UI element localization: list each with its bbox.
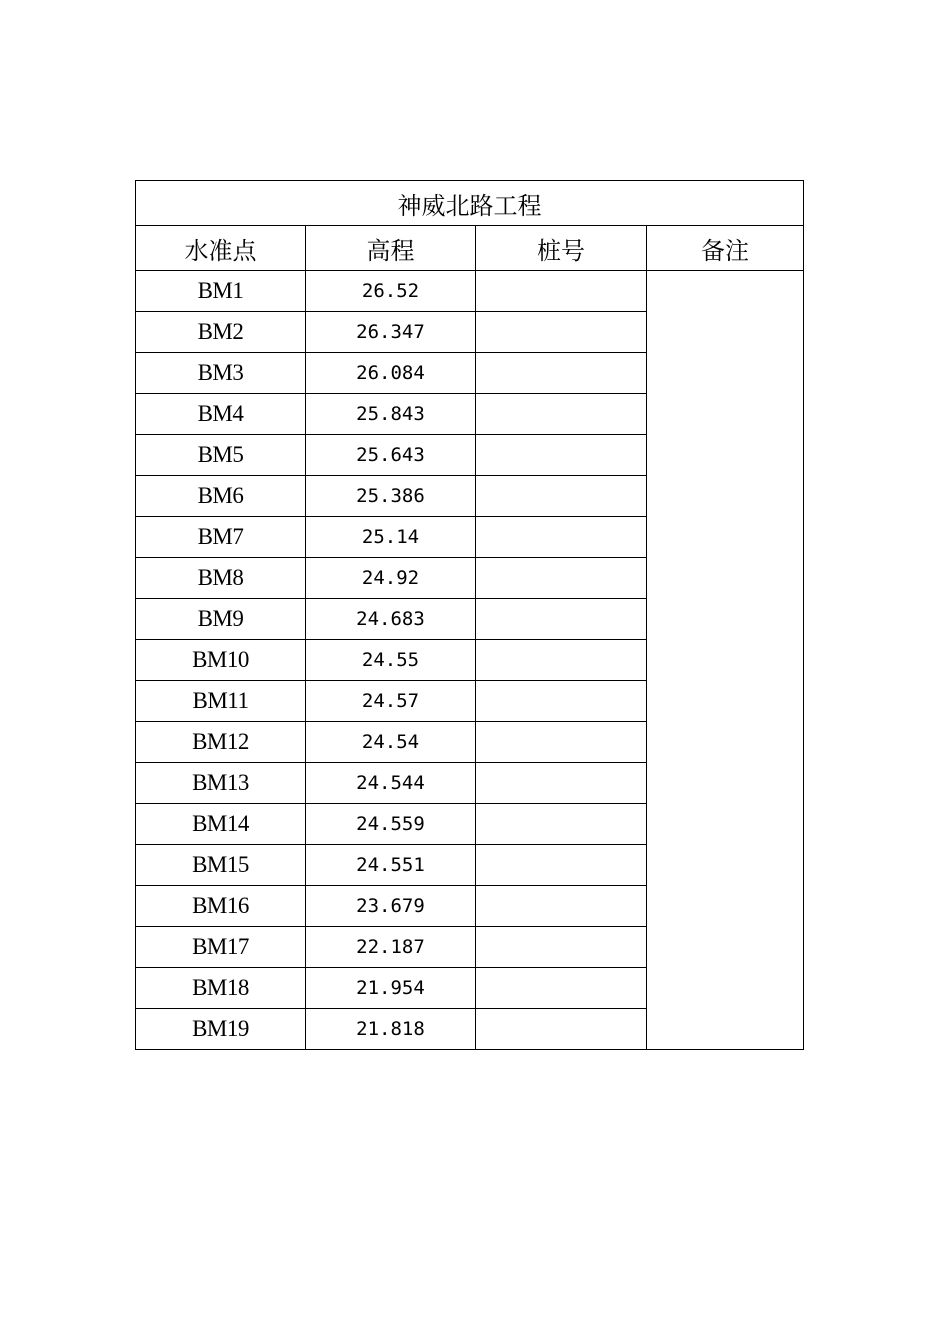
stake-cell xyxy=(476,558,647,599)
header-remarks: 备注 xyxy=(647,226,804,271)
benchmark-cell: BM1 xyxy=(136,271,306,312)
elevation-cell: 25.843 xyxy=(306,394,476,435)
stake-cell xyxy=(476,1009,647,1050)
benchmark-cell: BM19 xyxy=(136,1009,306,1050)
elevation-cell: 24.57 xyxy=(306,681,476,722)
elevation-cell: 26.084 xyxy=(306,353,476,394)
stake-cell xyxy=(476,312,647,353)
stake-cell xyxy=(476,640,647,681)
elevation-cell: 26.347 xyxy=(306,312,476,353)
elevation-cell: 26.52 xyxy=(306,271,476,312)
table-body xyxy=(136,181,804,1050)
stake-cell xyxy=(476,804,647,845)
stake-cell xyxy=(476,927,647,968)
benchmark-cell: BM6 xyxy=(136,476,306,517)
stake-cell xyxy=(476,435,647,476)
benchmark-cell: BM12 xyxy=(136,722,306,763)
stake-cell xyxy=(476,353,647,394)
benchmark-cell: BM10 xyxy=(136,640,306,681)
elevation-cell: 21.818 xyxy=(306,1009,476,1050)
elevation-cell: 21.954 xyxy=(306,968,476,1009)
stake-cell xyxy=(476,845,647,886)
benchmark-cell: BM18 xyxy=(136,968,306,1009)
elevation-cell: 24.544 xyxy=(306,763,476,804)
benchmark-cell: BM5 xyxy=(136,435,306,476)
elevation-cell: 25.386 xyxy=(306,476,476,517)
stake-cell xyxy=(476,394,647,435)
stake-cell xyxy=(476,886,647,927)
header-benchmark: 水准点 xyxy=(136,226,306,271)
remarks-cell xyxy=(647,271,804,1050)
benchmark-cell: BM7 xyxy=(136,517,306,558)
stake-cell xyxy=(476,599,647,640)
benchmark-cell: BM9 xyxy=(136,599,306,640)
benchmark-cell: BM14 xyxy=(136,804,306,845)
benchmark-cell: BM17 xyxy=(136,927,306,968)
elevation-cell: 24.55 xyxy=(306,640,476,681)
header-stake: 桩号 xyxy=(476,226,647,271)
benchmark-cell: BM11 xyxy=(136,681,306,722)
elevation-cell: 22.187 xyxy=(306,927,476,968)
benchmark-cell: BM8 xyxy=(136,558,306,599)
elevation-cell: 25.643 xyxy=(306,435,476,476)
elevation-cell: 24.92 xyxy=(306,558,476,599)
elevation-cell: 24.683 xyxy=(306,599,476,640)
table-row xyxy=(136,271,804,312)
benchmark-cell: BM16 xyxy=(136,886,306,927)
stake-cell xyxy=(476,476,647,517)
stake-cell xyxy=(476,722,647,763)
benchmark-cell: BM4 xyxy=(136,394,306,435)
stake-cell xyxy=(476,968,647,1009)
header-elevation: 高程 xyxy=(306,226,476,271)
benchmark-cell: BM13 xyxy=(136,763,306,804)
header-row xyxy=(136,226,804,271)
elevation-cell: 24.551 xyxy=(306,845,476,886)
stake-cell xyxy=(476,763,647,804)
benchmark-cell: BM3 xyxy=(136,353,306,394)
title-row xyxy=(136,181,804,226)
elevation-cell: 25.14 xyxy=(306,517,476,558)
benchmark-table xyxy=(135,180,804,1050)
benchmark-cell: BM15 xyxy=(136,845,306,886)
stake-cell xyxy=(476,517,647,558)
stake-cell xyxy=(476,271,647,312)
stake-cell xyxy=(476,681,647,722)
elevation-cell: 24.559 xyxy=(306,804,476,845)
elevation-cell: 23.679 xyxy=(306,886,476,927)
elevation-cell: 24.54 xyxy=(306,722,476,763)
table-title: 神威北路工程 xyxy=(136,181,804,226)
benchmark-cell: BM2 xyxy=(136,312,306,353)
